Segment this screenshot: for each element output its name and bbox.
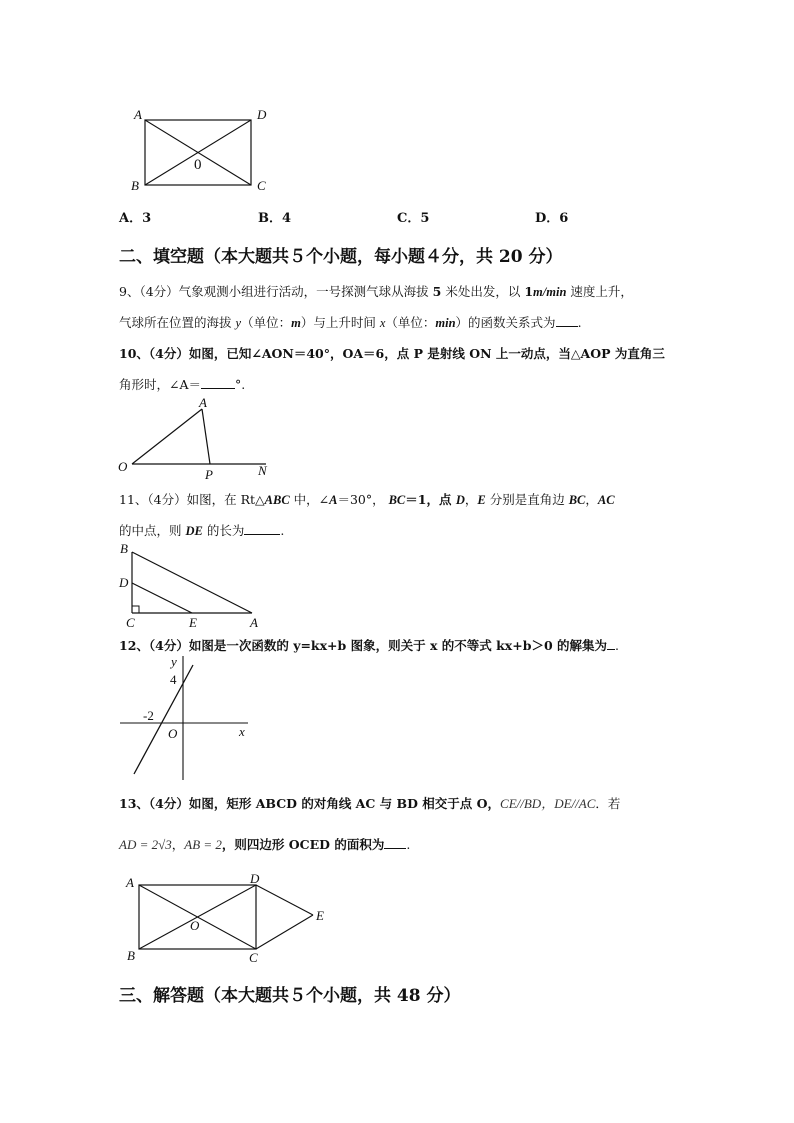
- question-10-line1: 10、（4分）如图，已知∠AON＝40°，OA＝6，点 P 是射线 ON 上一动点，当△AOP 为直角三: [119, 346, 665, 361]
- question-11-line1: 11、（4分）如图，在 Rt△ABC 中，∠A＝30°， BC＝1，点 D，E 分别是直角边 BC，AC: [119, 492, 615, 507]
- question-13-line2: AD = 2√3，AB = 2，则四边形 OCED 的面积为 .: [119, 837, 411, 852]
- point-a: A: [250, 615, 258, 630]
- segment-ce: [256, 915, 313, 949]
- segment-oa: [132, 409, 202, 464]
- answer-blank-13[interactable]: [384, 836, 406, 849]
- point-o: O: [190, 918, 200, 933]
- y-intercept-label: 4: [170, 672, 177, 687]
- answer-blank-9[interactable]: [556, 314, 578, 327]
- point-e: E: [316, 908, 324, 923]
- point-d: D: [250, 871, 260, 886]
- axis-label-y: y: [171, 654, 177, 669]
- point-o: O: [118, 459, 128, 474]
- figure-rectangle-abcd: [128, 102, 288, 197]
- point-p: P: [205, 467, 213, 482]
- question-11-line2: 的中点，则 DE 的长为 .: [119, 523, 285, 538]
- vertex-b: B: [131, 178, 139, 193]
- segment-de: [132, 583, 192, 613]
- answer-blank-12[interactable]: [607, 637, 615, 650]
- question-12: 12、（4分）如图是一次函数的 y=kx+b 图象，则关于 x 的不等式 kx+b＞0 的解集为 .: [119, 638, 619, 653]
- point-a: A: [199, 395, 207, 410]
- vertex-c: C: [257, 178, 266, 193]
- figure-linear-function-graph: [118, 652, 253, 782]
- point-c: C: [126, 615, 135, 630]
- question-9-line1: 9、（4分）气象观测小组进行活动，一号探测气球从海拔 5 米处出发，以 1m/min 速度上升，: [119, 284, 633, 299]
- point-a: A: [126, 875, 134, 890]
- point-n: N: [258, 463, 267, 478]
- point-d: D: [119, 575, 129, 590]
- answer-blank-10[interactable]: [201, 376, 235, 389]
- figure-angle-aon: [118, 395, 278, 485]
- axis-label-x: x: [239, 724, 245, 739]
- option-b[interactable]: B．4: [258, 211, 292, 226]
- option-a[interactable]: A．3: [119, 211, 152, 226]
- vertex-d: D: [257, 107, 267, 122]
- x-intercept-label: -2: [143, 708, 154, 723]
- figure-rectangle-oced: [118, 870, 338, 970]
- section-heading-fill-in: 二、填空题（本大题共５个小题，每小题４分，共 20 分）: [119, 247, 563, 267]
- question-9-line2: 气球所在位置的海拔 y（单位：m）与上升时间 x（单位：min）的函数关系式为 .: [119, 315, 582, 330]
- center-o: 0: [194, 157, 202, 173]
- origin-label: O: [168, 726, 178, 741]
- segment-ap: [202, 409, 210, 464]
- point-e: E: [189, 615, 197, 630]
- figure-right-triangle-abc: [118, 540, 268, 632]
- question-13-line1: 13、（4分）如图，矩形 ABCD 的对角线 AC 与 BD 相交于点 O，CE//BD，DE//AC．若: [119, 796, 621, 811]
- segment-de: [256, 885, 313, 915]
- right-angle-mark: [132, 606, 139, 613]
- side-ab: [132, 552, 252, 613]
- option-c[interactable]: C．5: [397, 211, 430, 226]
- section-heading-answer: 三、解答题（本大题共５个小题，共 48 分）: [119, 986, 461, 1006]
- answer-blank-11[interactable]: [244, 522, 280, 535]
- option-d[interactable]: D．6: [535, 211, 569, 226]
- vertex-a: A: [134, 107, 142, 122]
- point-b: B: [127, 948, 135, 963]
- question-10-line2: 角形时，∠A＝ °.: [119, 377, 246, 392]
- point-b: B: [120, 541, 128, 556]
- point-c: C: [249, 950, 258, 965]
